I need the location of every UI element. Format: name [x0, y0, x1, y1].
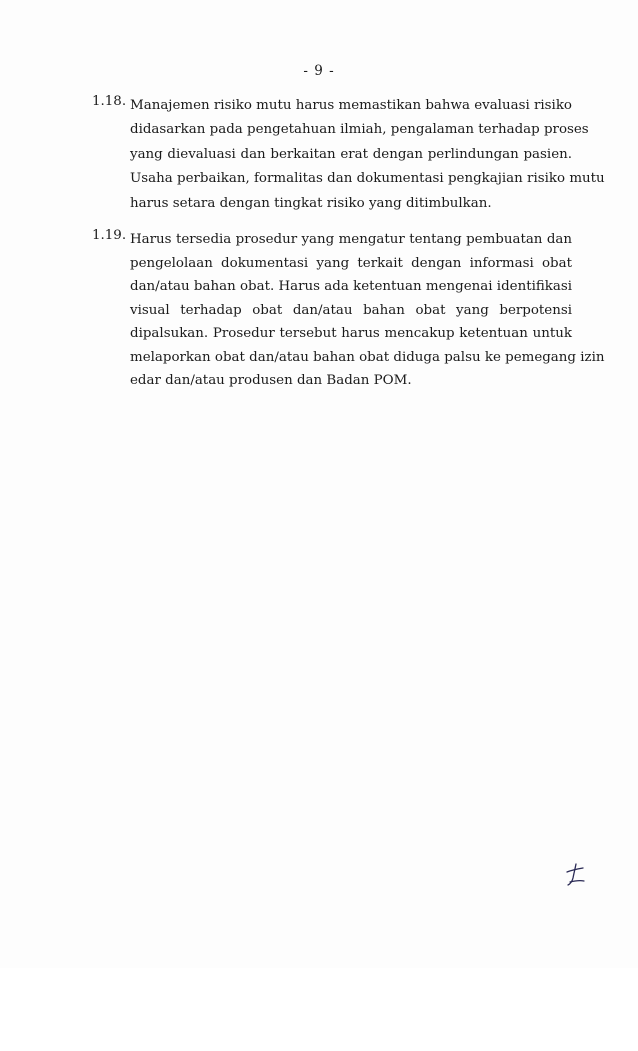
paragraph-line: melaporkan obat dan/atau bahan obat diduga palsu ke pemegang izin	[130, 349, 605, 365]
paragraph-line: Harus tersedia prosedur yang mengatur tentang pembuatan dan	[130, 232, 572, 247]
item-paragraph	[130, 94, 605, 216]
paraf-initial-icon	[560, 860, 590, 890]
paragraph-line: pengelolaan dokumentasi yang terkait dengan informasi obat	[130, 255, 572, 271]
paragraph-line: visual terhadap obat dan/atau bahan obat yang berpotensi	[130, 302, 572, 318]
page-number: - 9 -	[303, 63, 335, 79]
item-number: 1.18.	[92, 94, 127, 109]
paragraph-line: didasarkan pada pengetahuan ilmiah, pengalaman terhadap proses	[130, 122, 589, 138]
item-paragraph	[130, 228, 605, 393]
paragraph-line: dan/atau bahan obat. Harus ada ketentuan mengenai identifikasi	[130, 279, 573, 294]
paragraph-line: edar dan/atau produsen dan Badan POM.	[130, 373, 412, 388]
list-item	[92, 228, 605, 393]
paragraph-line: Usaha perbaikan, formalitas dan dokumentasi pengkajian risiko mutu	[130, 171, 605, 187]
paragraph-line: Manajemen risiko mutu harus memastikan bahwa evaluasi risiko	[130, 98, 572, 113]
item-number: 1.19.	[92, 228, 127, 243]
paragraph-line: yang dievaluasi dan berkaitan erat dengan perlindungan pasien.	[130, 146, 572, 162]
paragraph-line: harus setara dengan tingkat risiko yang ditimbulkan.	[130, 195, 492, 211]
list-item	[92, 94, 605, 216]
paragraph-line: dipalsukan. Prosedur tersebut harus mencakup ketentuan untuk	[130, 326, 572, 341]
